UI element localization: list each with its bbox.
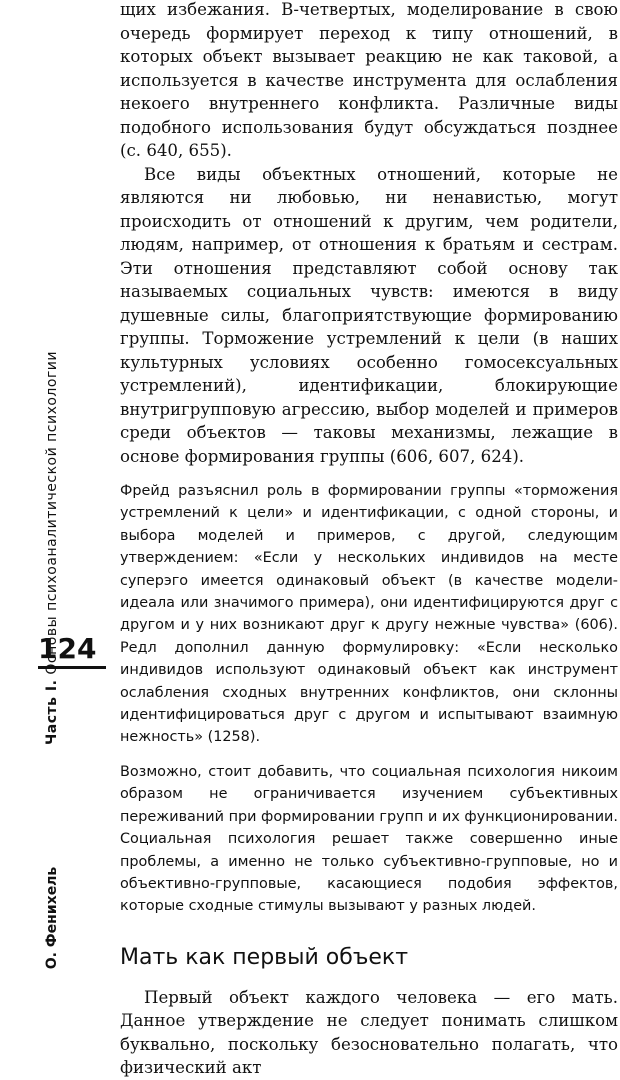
text-column bbox=[120, 0, 618, 1080]
author-name: О. Фенихель bbox=[44, 866, 60, 970]
main-text bbox=[120, 0, 618, 468]
closing-paragraph: Первый объект каждого человека — его мать. Данное утверждение не следует понимать слишком буквально, поскольку безосновательно полагать, что физический акт bbox=[120, 987, 618, 1078]
quote-text: Фрейд разъяснил роль в формировании группы «торможения устремлений к цели» и идентификации, с одной стороны, и выбора моделей и примеров, с другой, следующим утверждением: «Если у нескольких индивидов на месте суперэго имеется одинаковый объект (в качестве модели-идеала или значимого примера), они идентифицируются друг с другом и у них возникают друг к другу нежные чувства» (606). Редл дополнил данную формулировку: «Если несколько индивидов используют одинаковый объект как инструмент ослабления сходных внутренних конфликтов, они склонны идентифицироваться друг с другом и испытывают взаимную нежность» (1258). bbox=[120, 483, 618, 746]
running-head-title: Основы психоаналитической психологии bbox=[44, 350, 60, 675]
note-text: Возможно, стоит добавить, что социальная психология никоим образом не ограничивается изучением субъективных переживаний при формировании групп и их функционировании. Социальная психология решает также совершенно иные проблемы, а именно не только субъективно-групповые, но и объективно-групповые, касающиеся подобия эффектов, которые сходные стимулы вызывают у разных людей. bbox=[120, 763, 618, 915]
quote-block bbox=[120, 480, 618, 749]
note-block bbox=[120, 761, 618, 918]
paragraph-2: Все виды объектных отношений, которые не являются ни любовью, ни ненавистью, могут происходить от отношений к другим, чем родители, людям, например, от отношения к братьям и сестрам. Эти отношения представляют собой основу так называемых социальных чувств: имеются в виду душевные силы, благоприятствующие формированию группы. Торможение устремлений к цели (в наших культурных условиях особенно гомосексуальных устремлений), идентификации, блокирующие внутригрупповую агрессию, выбор моделей и примеров среди объектов — таковы механизмы, лежащие в основе формирования группы (606, 607, 624). bbox=[120, 164, 618, 466]
running-head-part: Часть I. bbox=[44, 679, 60, 746]
section-heading: Мать как первый объект bbox=[120, 944, 409, 970]
page-number: 124 bbox=[38, 634, 106, 669]
closing-text bbox=[120, 986, 618, 1080]
paragraph-1: щих избежания. В-четвертых, моделирование в свою очередь формирует переход к типу отношений, в которых объект вызывает реакцию не как таковой, а используется в качестве инструмента для ослабления некоего внутреннего конфликта. Различные виды подобного использования будут обсуждаться позднее (с. 640, 655). bbox=[120, 0, 618, 160]
